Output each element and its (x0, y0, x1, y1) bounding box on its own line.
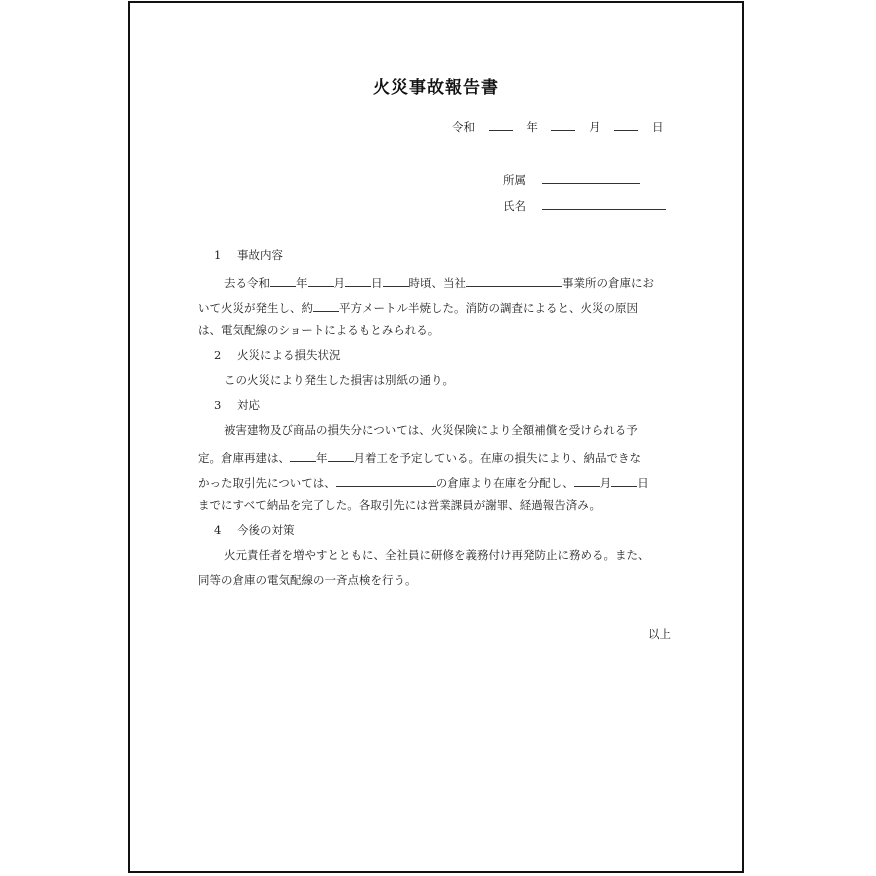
year-blank (489, 118, 513, 131)
blank-line (270, 275, 296, 287)
document-page (128, 1, 744, 873)
date-month-label: 月 (589, 120, 601, 134)
section-2-heading (214, 350, 340, 362)
blank-line (313, 300, 339, 312)
closing-text: 以上 (648, 627, 671, 641)
date-day-label: 日 (651, 120, 664, 134)
text-run: 年 (316, 451, 328, 465)
section-1-line-2 (198, 300, 638, 315)
section-4-line-2: 同等の倉庫の電気配線の一斉点検を行う。 (198, 573, 417, 587)
section-number: 1 (214, 248, 222, 262)
text-run: 月 (333, 276, 345, 290)
section-number: 4 (214, 523, 222, 537)
text-run: 月 (599, 476, 612, 490)
text-run: 定。倉庫再建は、 (198, 451, 290, 465)
section-3-line-1: 被害建物及び商品の損失分については、火災保険により全額補償を受けられる予 (224, 423, 638, 437)
blank-line (328, 450, 354, 462)
blank-line (345, 275, 371, 287)
section-title: 今後の対策 (236, 523, 295, 537)
blank-line (336, 475, 436, 487)
day-blank (614, 118, 638, 131)
section-4-heading (214, 525, 294, 537)
section-title: 火災による損失状況 (236, 348, 341, 362)
section-number: 3 (214, 398, 222, 412)
document-title: 火災事故報告書 (373, 78, 499, 98)
section-number: 2 (214, 348, 222, 362)
text-run: 去る令和 (224, 276, 270, 290)
section-2-line-1: この火災により発生した損害は別紙の通り。 (224, 373, 454, 387)
section-3-line-4: までにすべて納品を完了した。各取引先には営業課員が謝罪、経過報告済み。 (198, 498, 601, 512)
text-run: 年 (296, 276, 308, 290)
blank-line (290, 450, 316, 462)
text-run: 月着工を予定している。在庫の損失により、納品できな (353, 451, 641, 465)
blank-line (574, 475, 600, 487)
date-year-label: 年 (526, 120, 538, 134)
date-line (452, 118, 663, 134)
section-1-heading (214, 250, 283, 262)
dept-line (503, 171, 640, 187)
blank-line (466, 275, 562, 287)
name-line (503, 197, 666, 213)
section-1-line-1 (224, 275, 654, 290)
text-run: 日 (371, 276, 383, 290)
section-title: 事故内容 (236, 248, 283, 262)
blank-line (308, 275, 334, 287)
text-run: かった取引先については、 (198, 476, 336, 490)
section-3-line-3 (198, 475, 649, 490)
text-run: 時頃、当社 (408, 276, 466, 290)
text-run: の倉庫より在庫を分配し、 (435, 476, 574, 490)
blank-line (383, 275, 409, 287)
text-run: いて火災が発生し、約 (198, 301, 313, 315)
month-blank (551, 118, 575, 131)
text-run: 事業所の倉庫にお (562, 276, 654, 290)
section-title: 対応 (236, 398, 260, 412)
dept-blank (542, 171, 640, 184)
dept-label: 所属 (503, 173, 526, 187)
date-era: 令和 (452, 120, 475, 134)
section-3-heading (214, 400, 260, 412)
section-4-line-1: 火元責任者を増やすとともに、全社員に研修を義務付け再発防止に務める。また、 (224, 548, 650, 562)
section-3-line-2 (198, 450, 641, 465)
section-1-line-3: は、電気配線のショートによるもとみられる。 (198, 323, 440, 337)
blank-line (611, 475, 637, 487)
name-label: 氏名 (503, 199, 526, 213)
text-run: 平方メートル半焼した。消防の調査によると、火災の原因 (339, 301, 638, 315)
name-blank (542, 197, 666, 210)
text-run: 日 (637, 476, 649, 490)
